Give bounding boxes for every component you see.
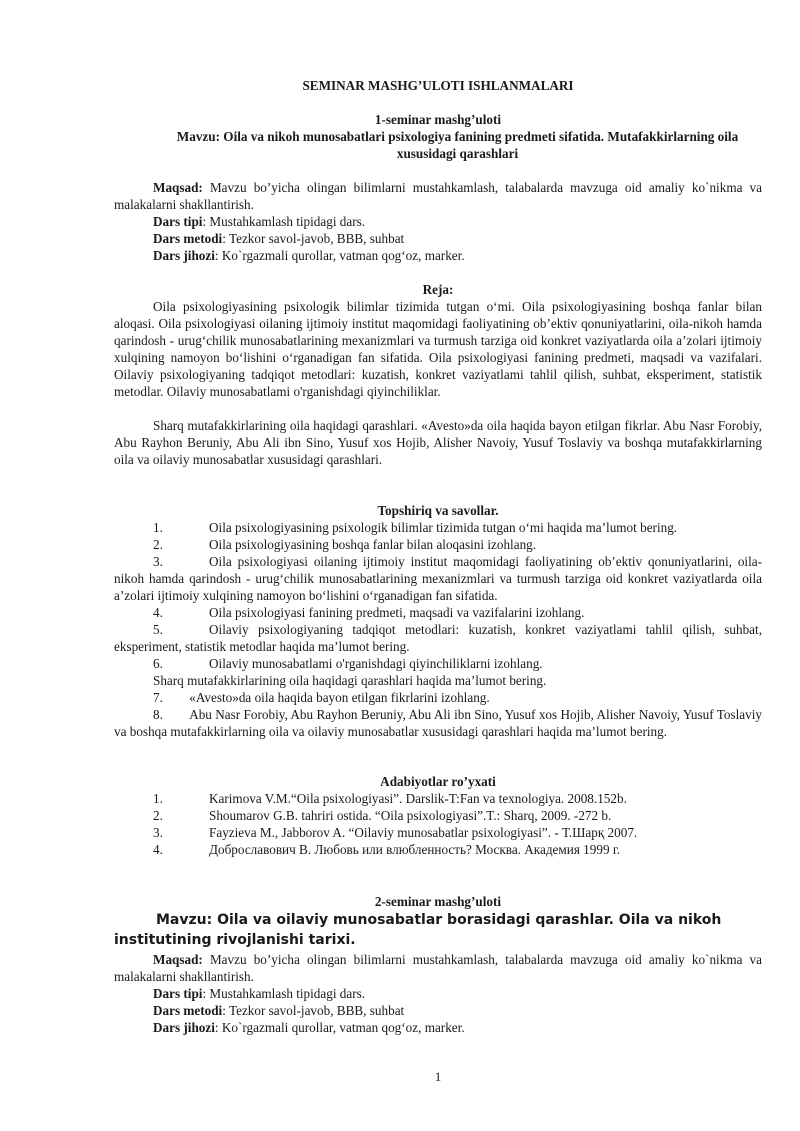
list-item: Sharq mutafakkirlarining oila haqidagi qarashlari haqida ma’lumot bering.	[153, 673, 547, 688]
seminar-2-lesson-method	[114, 1002, 762, 1019]
seminar-2-goal	[114, 951, 762, 985]
seminar-2-heading: 2-seminar mashg’uloti	[374, 894, 502, 909]
list-item: 8. Abu Nasr Forobiy, Abu Rayhon Beruniy, Abu Ali ibn Sino, Yusuf xos Hojib, Alisher Navoiy, Yusuf Toslaviy va boshqa mutafakkirlarning oila va oilaviy munosabatlar xususidagi qarashlari haqida ma’lumot bering.	[114, 707, 766, 739]
list-item: 2. Oila psixologiyasining boshqa fanlar bilan aloqasini izohlang.	[153, 537, 537, 552]
lesson-method-text: : Tezkor savol-javob, BBB, suhbat	[222, 1003, 405, 1018]
list-item: 7. «Avesto»da oila haqida bayon etilgan fikrlarini izohlang.	[153, 690, 490, 705]
goal-label: Maqsad:	[153, 952, 203, 967]
lesson-type-label: Dars tipi	[153, 986, 203, 1001]
plan-paragraph-2: Sharq mutafakkirlarining oila haqidagi qarashlari. «Avesto»da oila haqida bayon etilgan fikrlar. Abu Nasr Forobiy, Abu Rayhon Beruniy, Abu Ali ibn Sino, Yusuf xos Hojib, Alisher Navoiy, Yusuf Toslaviy va boshqa mutafakkirlarning oila va oilaviy munosabatlar xususidagi qarashlari.	[114, 418, 762, 467]
lesson-equipment-text: : Ko`rgazmali qurollar, vatman qog‘oz, marker.	[214, 248, 465, 263]
references-list	[114, 790, 762, 858]
seminar-2-lesson-type	[114, 985, 762, 1002]
lesson-type-text: : Mustahkamlash tipidagi dars.	[202, 214, 366, 229]
lesson-equipment-text: : Ko`rgazmali qurollar, vatman qog‘oz, marker.	[214, 1020, 465, 1035]
plan-heading: Reja:	[422, 282, 454, 297]
list-item: 5. Oilaviy psixologiyaning tadqiqot metodlari: kuzatish, konkret vaziyatlami tahlil qilish, suhbat, eksperiment, statistik metodlar haqida ma’lumot bering.	[114, 622, 762, 654]
list-item: 3. Oila psixologiyasi oilaning ijtimoiy institut maqomidagi faoliyatining ob’ektiv qonuniyatlarini, oila-nikoh hamda qarindosh - urug‘chilik munosabatlarining mexanizmlari va turmush tarziga oid konkret vaziyatlarda oila a’zolari ijtimoiy xulqining namoyon bo‘lishini o‘rganadigan fan sifatida.	[114, 554, 762, 603]
lesson-equipment-label: Dars jihozi	[153, 1020, 215, 1035]
list-item: 1. Karimova V.M.“Oila psixologiyasi”. Darslik-T:Fan va texnologiya. 2008.152b.	[153, 791, 627, 806]
lesson-equipment-label: Dars jihozi	[153, 248, 215, 263]
seminar-1-lesson-type	[114, 213, 762, 230]
seminar-1-lesson-method	[114, 230, 762, 247]
list-item: 2. Shoumarov G.B. tahriri ostida. “Oila psixologiyasi”.T.: Sharq, 2009. -272 b.	[153, 808, 612, 823]
goal-label: Maqsad:	[153, 180, 203, 195]
tasks-heading: Topshiriq va savollar.	[377, 503, 499, 518]
lesson-type-text: : Mustahkamlash tipidagi dars.	[202, 986, 366, 1001]
page-number: 1	[434, 1069, 442, 1084]
tasks-list	[114, 519, 766, 740]
lesson-type-label: Dars tipi	[153, 214, 203, 229]
plan-paragraph-1: Oila psixologiyasining psixologik bilimlar tizimida tutgan o‘mi. Oila psixologiyasining boshqa fanlar bilan aloqasi. Oila psixologiyasi oilaning ijtimoiy institut maqomidagi faoliyatining ob’ektiv qonuniyatlarini, oila-nikoh hamda qarindosh - urug‘chilik munosabatlarining mexanizmlari va turmush tarziga oid konkret vaziyatlarda oila a’zolari ijtimoiy xulqining namoyon bo‘lishini o‘rganadigan fan sifatida. Oila psixologiyasi fanining predmeti, maqsadi va vazifalari. Oilaviy psixologiyaning tadqiqot metodlari: kuzatish, konkret vaziyatlami tahlil qilish, suhbat, eksperiment, statistik metodlar. Oilaviy munosabatlami o'rganishdagi qiyinchiliklar.	[114, 299, 762, 399]
document-title: SEMINAR MASHG’ULOTI ISHLANMALARI	[302, 78, 574, 93]
list-item: 4. Доброславович В. Любовь или влюбленность? Москва. Академия 1999 г.	[153, 842, 621, 857]
seminar-1-heading: 1-seminar mashg’uloti	[374, 112, 502, 127]
list-item: 1. Oila psixologiyasining psixologik bilimlar tizimida tutgan o‘mi haqida ma’lumot bering.	[153, 520, 678, 535]
list-item: 3. Fayzieva M., Jabborov A. “Oilaviy munosabatlar psixologiyasi”. - Т.Шарқ 2007.	[153, 825, 638, 840]
goal-text: Mavzu bo’yicha olingan bilimlarni mustahkamlash, talabalarda mavzuga oid amaliy ko`nikma va malakalarni shakllantirish.	[114, 180, 762, 212]
seminar-1-goal	[114, 179, 762, 213]
lesson-method-label: Dars metodi	[153, 231, 223, 246]
goal-text: Mavzu bo’yicha olingan bilimlarni mustahkamlash, talabalarda mavzuga oid amaliy ko`nikma va malakalarni shakllantirish.	[114, 952, 762, 984]
list-item: 4. Oila psixologiyasi fanining predmeti, maqsadi va vazifalarini izohlang.	[153, 605, 585, 620]
lesson-method-label: Dars metodi	[153, 1003, 223, 1018]
lesson-method-text: : Tezkor savol-javob, BBB, suhbat	[222, 231, 405, 246]
seminar-2-topic: Mavzu: Oila va oilaviy munosabatlar borasidagi qarashlar. Oila va nikoh institutining rivojlanishi tarixi.	[114, 912, 722, 948]
document-page	[114, 0, 766, 1131]
seminar-2-lesson-equipment	[114, 1019, 762, 1036]
list-item: 6. Oilaviy munosabatlami o'rganishdagi qiyinchiliklarni izohlang.	[153, 656, 543, 671]
seminar-1-topic: Mavzu: Oila va nikoh munosabatlari psixologiya fanining predmeti sifatida. Mutafakkirlarning oila xususidagi qarashlari	[176, 129, 739, 161]
references-heading: Adabiyotlar ro’yxati	[380, 774, 496, 789]
seminar-1-lesson-equipment	[114, 247, 762, 264]
